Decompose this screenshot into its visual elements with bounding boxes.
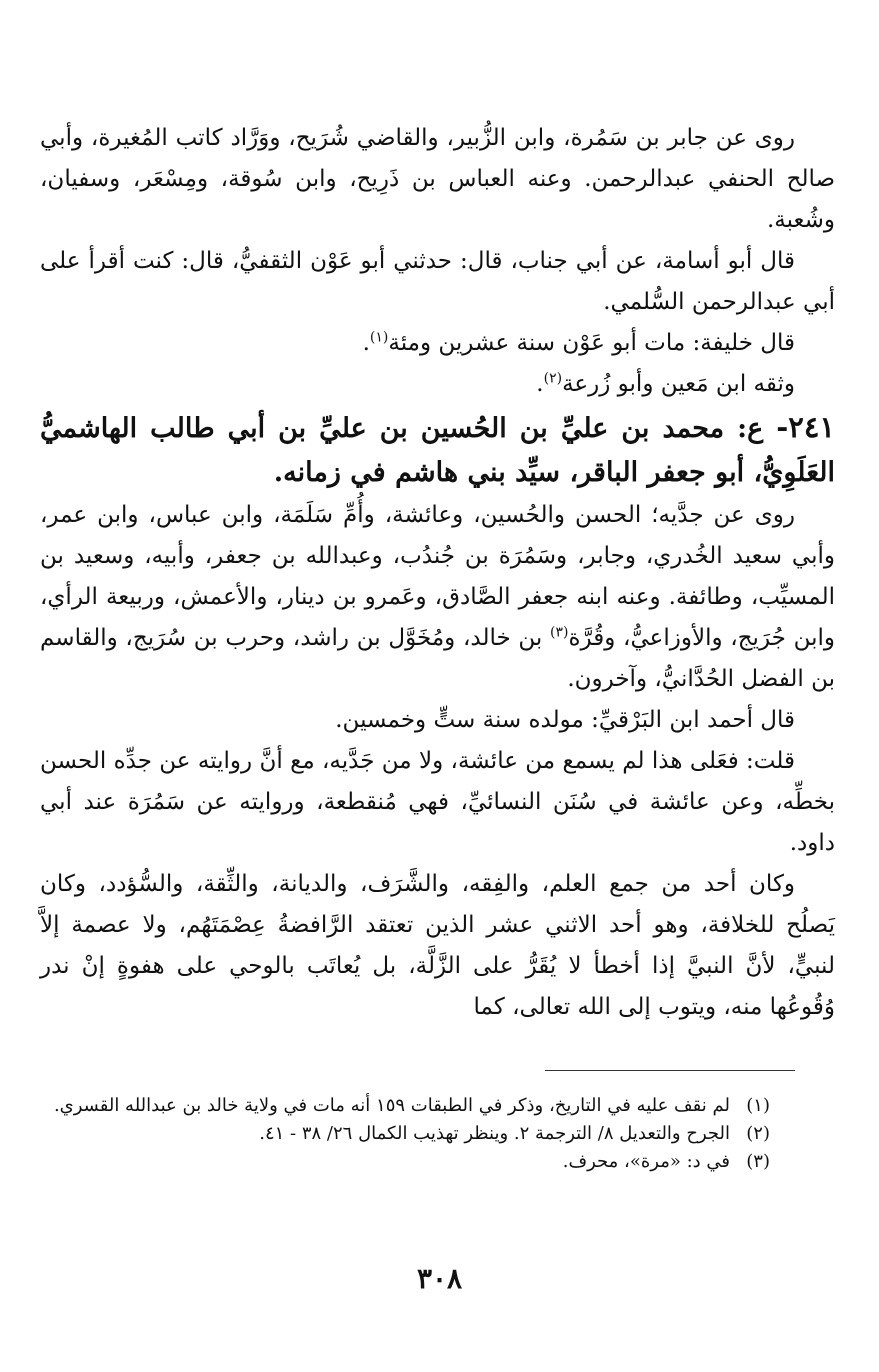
footnote-text: في د: «مرة»، محرف. (562, 1151, 730, 1172)
footnote-text: الجرح والتعديل ٨/ الترجمة ٢. وينظر تهذيب الكمال ٢٦/ ٣٨ - ٤١. (259, 1123, 730, 1144)
paragraph-virtues: وكان أحد من جمع العلم، والفِقه، والشَّرَف، والديانة، والثِّقة، والسُّؤدد، وكان يَصلُح للخلافة، وهو أحد الاثني عشر الذين تعتقد الرَّافضةُ عِصْمَتَهُم، ولا عصمة إلاَّ لنبيٍّ، لأنَّ النبيَّ إذا أخطأ لا يُقَرُّ على الزَّلَّة، بل يُعاتَب بالوحي على هفوةٍ إنْ ندر وُقُوعُها منه، ويتوب إلى الله تعالى، كما (40, 871, 835, 1020)
paragraph-entry-narrators (40, 495, 835, 700)
footnote-number: (١) (746, 1095, 770, 1116)
footnote-ref-3[interactable]: (٣) (550, 624, 569, 641)
entry-title: محمد بن عليِّ بن الحُسين بن عليِّ بن أبي طالب الهاشميُّ العَلَوِيُّ، أبو جعفر الباقر، سيِّد بني هاشم في زمانه. (40, 413, 835, 488)
entry-code: ع: (737, 413, 764, 444)
footnote-text: لم نقف عليه في التاريخ، وذكر في الطبقات ١٥٩ أنه مات في ولاية خالد بن عبدالله القسري. (53, 1095, 730, 1116)
footnote-1 (40, 1092, 770, 1120)
footnote-2 (40, 1120, 770, 1148)
paragraph-birth: قال أحمد ابن البَرْقيِّ: مولده سنة ستٍّ وخمسين. (335, 707, 795, 733)
footnotes (40, 1092, 770, 1176)
footnote-3 (40, 1148, 770, 1176)
paragraph-khalifa (40, 323, 835, 364)
entry-number: ٢٤١- (776, 410, 836, 444)
paragraph-abu-usama: قال أبو أسامة، عن أبي جناب، قال: حدثني أبو عَوْن الثقفيُّ، قال: كنت أقرأ على أبي عبدالرحمن السُّلمي. (40, 248, 835, 315)
footnote-ref-1[interactable]: (١) (369, 329, 389, 346)
entry-narrators-text: روى عن جدَّيه؛ الحسن والحُسين، وعائشة، وأُمِّ سَلَمَة، وابن عباس، وابن عمر، وأبي سعيد الخُدري، وجابر، وسَمُرَة بن جُندُب، وعبدالله بن جعفر، وأبيه، وسعيد بن المسيِّب، وطائفة. وعنه ابنه جعفر الصَّادق، وعَمرو بن دينار، والأعمش، وربيعة الرأي، وابن جُرَيج، والأوزاعيُّ، وقُرَّة (40, 502, 835, 651)
khalifa-text: قال خليفة: مات أبو عَوْن سنة عشرين ومئة (388, 330, 795, 356)
main-text (40, 118, 835, 1028)
footnote-number: (٢) (746, 1123, 770, 1144)
period: . (536, 371, 544, 397)
entry-heading (40, 405, 835, 495)
entry-narrators-text-cont: بن خالد، ومُخَوَّل بن راشد، وحرب بن سُرَيج، والقاسم بن الفضل الحُدَّانيُّ، وآخرون. (40, 625, 835, 692)
period: . (362, 330, 370, 356)
paragraph-narrators: روى عن جابر بن سَمُرة، وابن الزُّبير، والقاضي شُرَيح، ووَرَّاد كاتب المُغيرة، وأبي صالح الحنفي عبدالرحمن. وعنه العباس بن ذَرِيح، وابن سُوقة، ومِسْعَر، وسفيان، وشُعبة. (40, 125, 835, 233)
page-number: ٣٠٨ (416, 1262, 463, 1295)
footnote-number: (٣) (746, 1151, 770, 1172)
footnote-ref-2[interactable]: (٢) (543, 370, 563, 387)
footnote-divider (545, 1070, 795, 1071)
paragraph-comment: قلت: فعَلى هذا لم يسمع من عائشة، ولا من جَدَّيه، مع أنَّ روايته عن جدِّه الحسن بخطِّه، وعن عائشة في سُنَن النسائيِّ، فهي مُنقطعة، وروايته عن سَمُرَة عند أبي داود. (40, 748, 835, 856)
paragraph-tawthiq (40, 364, 835, 405)
tawthiq-text: وثقه ابن مَعين وأبو زُرعة (562, 371, 795, 397)
